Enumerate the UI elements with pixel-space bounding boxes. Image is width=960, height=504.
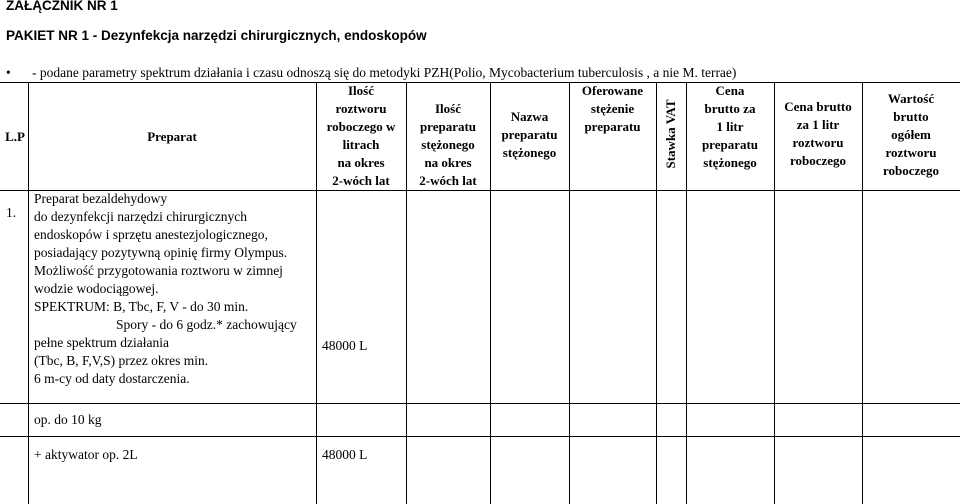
- header-cena-stezonego: Cena brutto za 1 litr preparatu stężonego: [701, 83, 759, 170]
- header-preparat: Preparat: [147, 129, 197, 144]
- row-activator: + aktywator op. 2L: [34, 447, 138, 462]
- row-lp: 1.: [6, 205, 17, 220]
- header-lp: L.P: [5, 129, 25, 144]
- header-ilosc-preparatu: Ilość preparatu stężonego na okres 2-wóch lat: [419, 101, 477, 188]
- note-text: - podane parametry spektrum działania i czasu odnoszą się do metodyki PZH(Polio, Mycobacterium tuberculosis , a nie M. terrae): [32, 65, 737, 80]
- row-qty-roztworu: 48000 L: [322, 338, 368, 353]
- note-bullet: •: [6, 65, 11, 80]
- header-ilosc-roztworu: Ilość roztworu roboczego w litrach na okres 2-wóch lat: [326, 83, 396, 188]
- row-description: Preparat bezaldehydowy do dezynfekcji narzędzi chirurgicznych endoskopów i sprzętu anestezjologicznego, posiadający pozytywną opinię firmy Olympus. Możliwość przygotowania roztworu w zimnej wodzie wodociągowej. SPEKTRUM: B, Tbc, F, V - do 30 min. Spory - do 6 godz.* zachowujący pełne spektrum działania (Tbc, B, F,V,S) przez okres min. 6 m-cy od daty dostarczenia.: [34, 191, 297, 386]
- header-oferowane-stezenie: Oferowane stężenie preparatu: [581, 83, 644, 134]
- row-packaging: op. do 10 kg: [34, 412, 102, 427]
- header-cena-roboczego: Cena brutto za 1 litr roztworu roboczego: [784, 99, 852, 168]
- header-nazwa-preparatu: Nazwa preparatu stężonego: [501, 109, 558, 160]
- package-title: PAKIET NR 1 - Dezynfekcja narzędzi chirurgicznych, endoskopów: [6, 28, 427, 43]
- header-stawka-vat: Stawka VAT: [663, 99, 678, 169]
- annex-title: ZAŁĄCZNIK NR 1: [6, 0, 118, 13]
- header-wartosc-brutto: Wartość brutto ogółem roztworu roboczego: [882, 91, 940, 178]
- row-qty-activator: 48000 L: [322, 447, 368, 462]
